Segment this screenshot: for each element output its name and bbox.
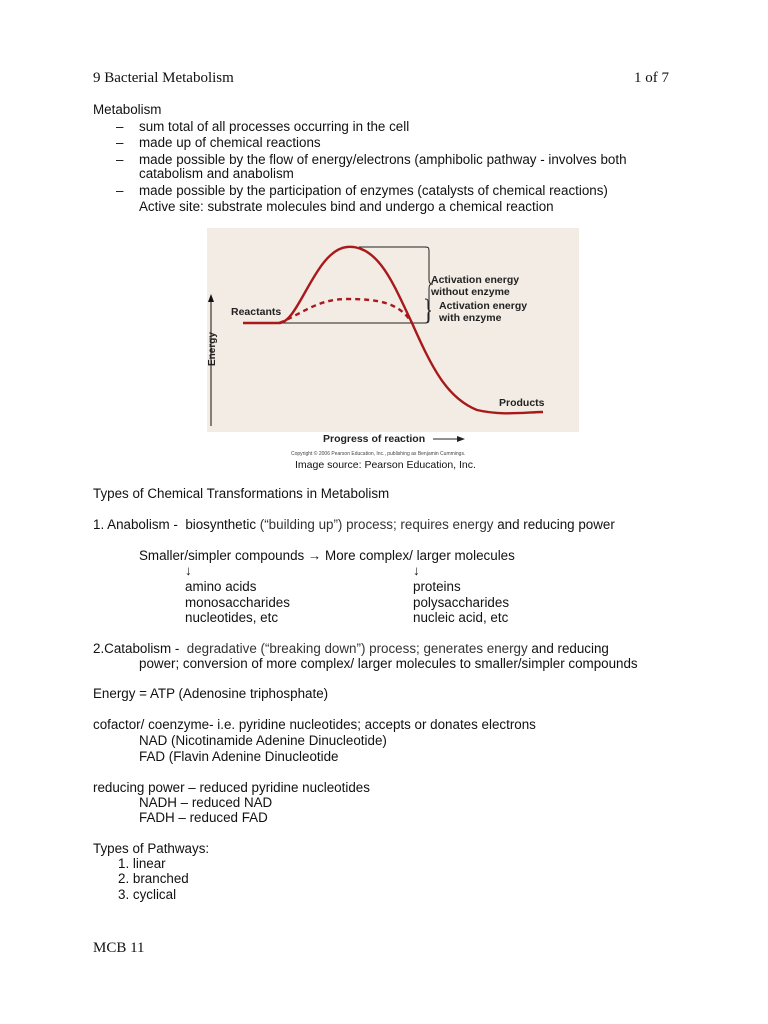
progress-axis-label: Progress of reaction	[323, 433, 426, 445]
activation-energy-figure	[207, 228, 579, 460]
figure-copyright: Copyright © 2006 Pearson Education, Inc., publishing as Benjamin Cummings.	[291, 451, 466, 457]
list-item: NAD (Nicotinamide Adenine Dinucleotide)	[139, 733, 387, 748]
bullet-dash: –	[116, 119, 124, 134]
anabolism-desc-c: and reducing power	[497, 517, 615, 532]
list-item: nucleic acid, etc	[413, 610, 509, 625]
catabolism-line-2: power; conversion of more complex/ larger molecules to smaller/simpler compounds	[139, 656, 638, 671]
footer-course-code: MCB 11	[93, 940, 145, 956]
anabolism-desc-a: biosynthetic	[185, 517, 257, 532]
bullet-dash: –	[116, 152, 124, 167]
down-arrow-icon: ↓	[185, 563, 192, 578]
page-number: 1 of 7	[634, 70, 669, 86]
bullet-text: made possible by the flow of energy/electrons (amphibolic pathway - involves both	[139, 152, 627, 167]
catabolism-line	[93, 641, 609, 657]
cofactor-line: cofactor/ coenzyme- i.e. pyridine nucleotides; accepts or donates electrons	[93, 717, 536, 732]
list-item: polysaccharides	[413, 595, 510, 610]
bullet-text: sum total of all processes occurring in the cell	[139, 119, 410, 134]
anabolism-label: 1. Anabolism -	[93, 517, 178, 532]
bullet-text: made up of chemical reactions	[139, 135, 321, 150]
label-without-enzyme-line2: without enzyme	[431, 286, 510, 298]
list-item: 1. linear	[118, 856, 166, 871]
section-heading-metabolism: Metabolism	[93, 102, 162, 117]
energy-axis-label: Energy	[207, 332, 218, 366]
energy-definition: Energy = ATP (Adenosine triphosphate)	[93, 686, 329, 701]
bullet-text-continued: Active site: substrate molecules bind and undergo a chemical reaction	[139, 199, 554, 214]
section-heading-pathways: Types of Pathways:	[93, 841, 210, 856]
label-with-enzyme-line2: with enzyme	[439, 312, 502, 324]
list-item: FAD (Flavin Adenine Dinucleotide	[139, 749, 339, 764]
catabolism-label: 2.Catabolism -	[93, 641, 180, 656]
anabolism-desc-b: (“building up”) process; requires energy	[259, 517, 494, 532]
bullet-text-continued: catabolism and anabolism	[139, 166, 294, 181]
list-item: nucleotides, etc	[185, 610, 279, 625]
list-item: FADH – reduced FAD	[139, 810, 268, 825]
list-item: proteins	[413, 579, 461, 594]
catabolism-desc-b: and reducing	[531, 641, 609, 656]
section-heading-transformations: Types of Chemical Transformations in Metabolism	[93, 486, 390, 501]
list-item: monosaccharides	[185, 595, 290, 610]
energy-diagram-svg	[207, 228, 579, 460]
down-arrow-icon: ↓	[413, 563, 420, 578]
label-without-enzyme-line1: Activation energy	[431, 274, 520, 286]
products-label: Products	[499, 397, 545, 409]
bullet-dash: –	[116, 135, 124, 150]
figure-source-caption: Image source: Pearson Education, Inc.	[295, 459, 476, 471]
list-item: 3. cyclical	[118, 887, 177, 902]
anabolism-line	[93, 517, 615, 533]
bullet-dash: –	[116, 183, 124, 198]
list-item: 2. branched	[118, 871, 189, 886]
document-title: 9 Bacterial Metabolism	[93, 70, 234, 86]
progress-arrow-icon	[457, 436, 465, 442]
reducing-power-line: reducing power – reduced pyridine nucleotides	[93, 780, 370, 795]
reactants-label: Reactants	[231, 306, 282, 318]
anabolism-arrow-line: Smaller/simpler compounds → More complex/ larger molecules	[139, 548, 515, 563]
bullet-text: made possible by the participation of enzymes (catalysts of chemical reactions)	[139, 183, 608, 198]
catabolism-desc-a: degradative (“breaking down”) process; generates energy	[186, 641, 528, 656]
label-with-enzyme-line1: Activation energy	[439, 300, 528, 312]
list-item: amino acids	[185, 579, 257, 594]
list-item: NADH – reduced NAD	[139, 795, 273, 810]
